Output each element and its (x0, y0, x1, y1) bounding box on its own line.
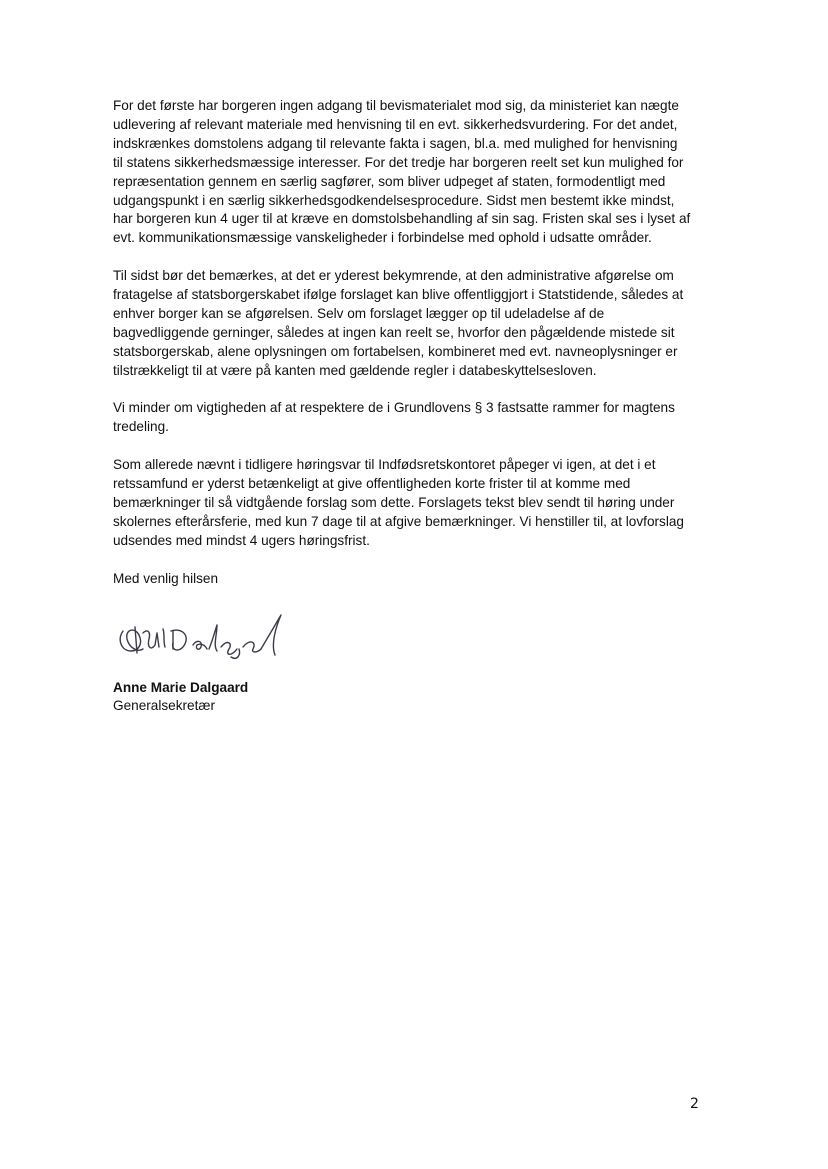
closing-salutation: Med venlig hilsen (113, 570, 219, 586)
signature-block (113, 609, 713, 679)
signer-name: Anne Marie Dalgaard (113, 679, 249, 695)
signer-title: Generalsekretær (113, 698, 215, 714)
paragraph-evidence-access: For det første har borgeren ingen adgang til bevismaterialet mod sig, da ministeriet kan nægte udlevering af relevant materiale med henvisning til en evt. sikkerhedsvurdering. For det andet, indskrænkes domstolens adgang til relevante fakta i sagen, bl.a. med mulighed for henvisning til statens sikkerhedsmæssige interesser. For det tredje har borgeren reelt set kun mulighed for repræsentation gennem en særlig sagfører, som bliver udpeget af staten, formodentligt med udgangspunkt i en særlig sikkerhedsgodkendelsesprocedure. Sidst men bestemt ikke mindst, har borgeren kun 4 uger til at kræve en domstolsbehandling af sin sag. Fristen skal ses i lyset af evt. kommunikationsmæssige vanskeligheder i forbindelse med ophold i udsatte områder. (113, 98, 691, 246)
paragraph-publication-concern: Til sidst bør det bemærkes, at det er yderest bekymrende, at den administrative afgørelse om fratagelse af statsborgerskabet ifølge forslaget kan blive offentliggjort i Statstidende, således at enhver borger kan se afgørelsen. Selv om forslaget lægger op til udeladelse af de bagvedliggende gerninger, således at ingen kan reelt se, hvorfor den pågældende mistede sit statsborgerskab, alene oplysningen om fortabelsen, kombineret med evt. navneoplysninger er tilstrækkeligt til at være på kanten med gældende regler i databeskyttelsesloven. (113, 268, 684, 378)
handwritten-signature (113, 609, 293, 669)
paragraph-separation-of-powers: Vi minder om vigtigheden af at respektere de i Grundlovens § 3 fastsatte rammer for magtens tredeling. (113, 400, 675, 435)
letter-body (113, 97, 713, 716)
page-number: 2 (690, 1096, 699, 1112)
paragraph-consultation-deadline: Som allerede nævnt i tidligere høringsvar til Indfødsretskontoret påpeger vi igen, at det i et retssamfund er yderst betænkeligt at give offentligheden korte frister til at komme med bemærkninger til så vidtgående forslag som dette. Forslagets tekst blev sendt til høring under skolernes efterårsferie, med kun 7 dage til at afgive bemærkninger. Vi henstiller til, at lovforslag udsendes med mindst 4 ugers høringsfrist. (113, 457, 684, 548)
